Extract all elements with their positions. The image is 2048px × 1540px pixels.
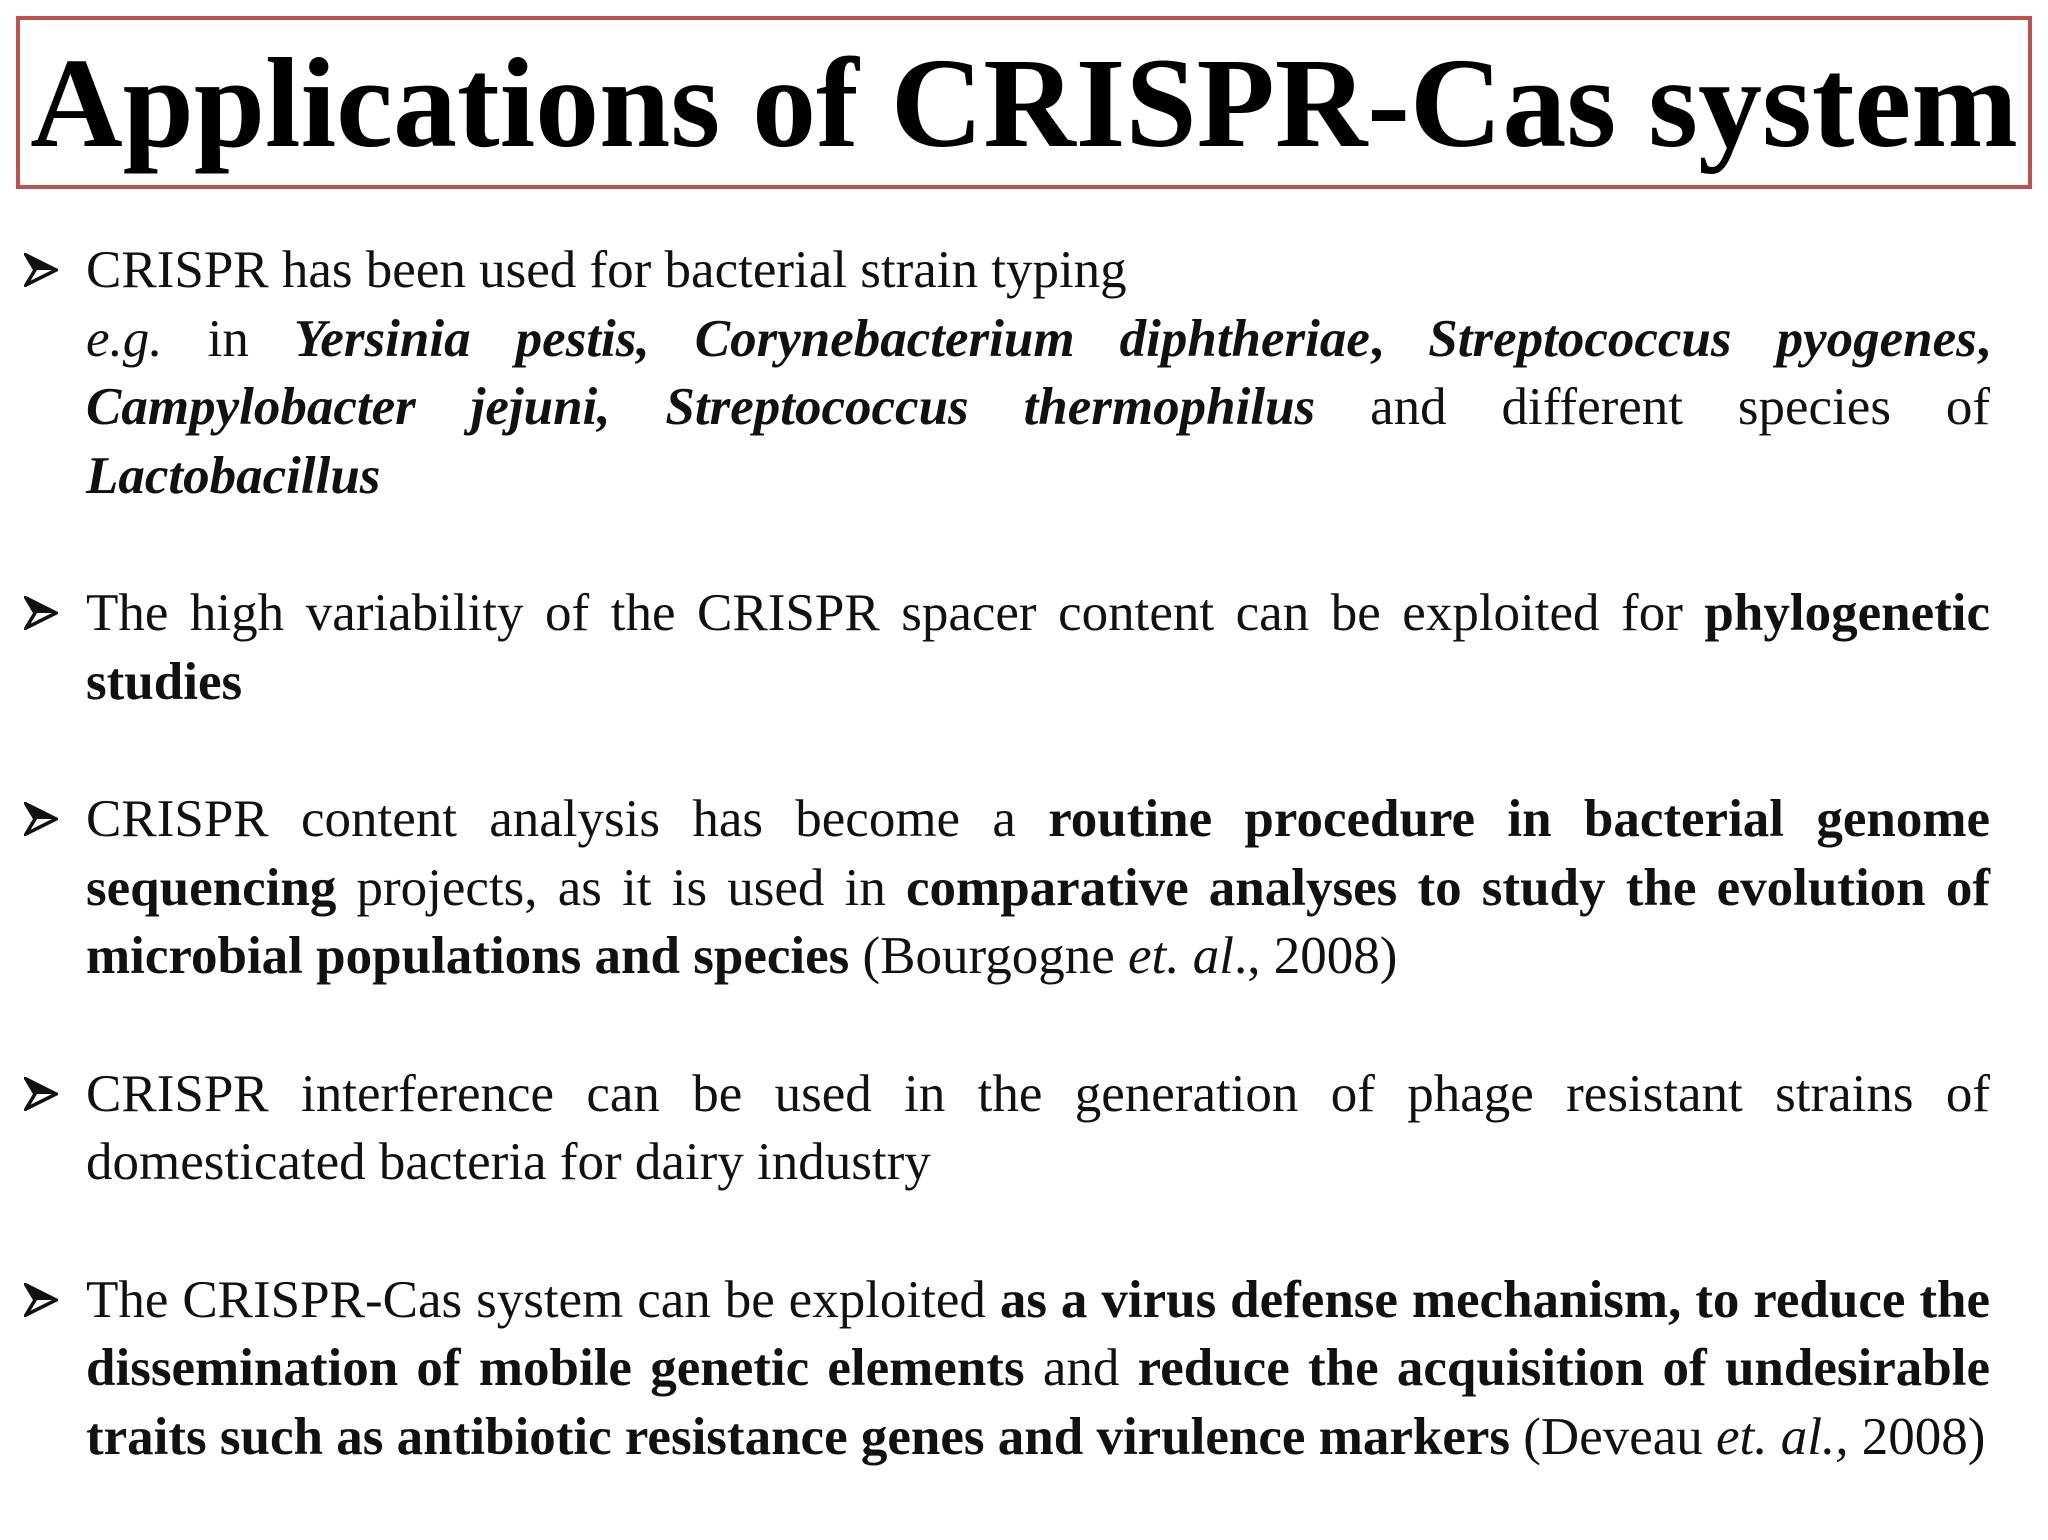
- slide-title: Applications of CRISPR-Cas system: [30, 31, 2018, 174]
- citation-italic: et. al: [1127, 927, 1234, 985]
- text-run: CRISPR content analysis has become a: [86, 790, 1049, 848]
- bold-text: routine procedure in bacterial genome sequencing: [86, 790, 1990, 917]
- text-run: and different species of: [1315, 378, 1990, 436]
- arrowhead-bullet-icon: [24, 1060, 68, 1129]
- bullet-examples: [86, 305, 1990, 511]
- bullet-text: [86, 1266, 1990, 1472]
- text-run: in: [162, 309, 294, 368]
- species-name: Streptococcus pyogenes: [1428, 309, 1977, 368]
- title-box: [16, 16, 2032, 189]
- arrowhead-bullet-icon: [24, 579, 68, 648]
- citation-text: (Deveau: [1510, 1407, 1717, 1466]
- citation-italic: et. al.,: [1716, 1407, 1849, 1466]
- bullet-text: CRISPR interference can be used in the generation of phage resistant strains of domesticated bacteria for dairy industry: [86, 1064, 1990, 1191]
- arrowhead-bullet-icon: [24, 785, 68, 854]
- bold-text: reduce the acquisition of undesirable traits such as antibiotic resistance genes and virulence markers: [86, 1339, 1990, 1466]
- species-name: Campylobacter jejuni, Streptococcus thermophilus: [86, 378, 1316, 436]
- arrowhead-bullet-icon: [24, 1266, 68, 1335]
- citation-text: (Bourgogne: [849, 927, 1128, 985]
- bold-text: comparative analyses to study the evolution of microbial populations and species: [86, 858, 1990, 985]
- arrowhead-bullet-icon: [24, 236, 68, 305]
- eg-text: e.g.: [86, 309, 163, 368]
- text-run: ,: [1369, 309, 1429, 368]
- bullet-text: [86, 785, 1990, 991]
- bold-text: phylogenetic studies: [86, 584, 1990, 711]
- bullet-text: [86, 579, 1990, 716]
- bullet-line: CRISPR has been used for bacterial strain typing: [86, 241, 1127, 299]
- text-run: The CRISPR-Cas system can be exploited: [86, 1270, 1000, 1329]
- bullet-item-strain-typing: [24, 236, 1990, 510]
- bullet-list: [24, 236, 1990, 1540]
- text-run: projects, as it is used in: [336, 858, 907, 917]
- citation-text: ., 2008): [1233, 927, 1398, 985]
- bullet-item-virus-defense: [24, 1266, 1990, 1472]
- text-run: The high variability of the CRISPR spacer content can be exploited for: [86, 584, 1705, 642]
- text-run: and: [1024, 1339, 1138, 1397]
- species-name: Lactobacillus: [86, 446, 381, 505]
- bullet-item-phylogenetic: [24, 579, 1990, 716]
- bold-text: as a virus defense mechanism, to reduce the dissemination of mobile genetic elements: [86, 1270, 1990, 1397]
- bullet-text: [86, 236, 1990, 510]
- species-name: Yersinia pestis, Corynebacterium diphtheriae: [293, 309, 1370, 368]
- bullet-item-genome-sequencing: [24, 785, 1990, 991]
- bullet-item-phage-resistance: [24, 1060, 1990, 1197]
- text-run: ,: [1976, 309, 1990, 368]
- citation-text: 2008): [1848, 1407, 1986, 1466]
